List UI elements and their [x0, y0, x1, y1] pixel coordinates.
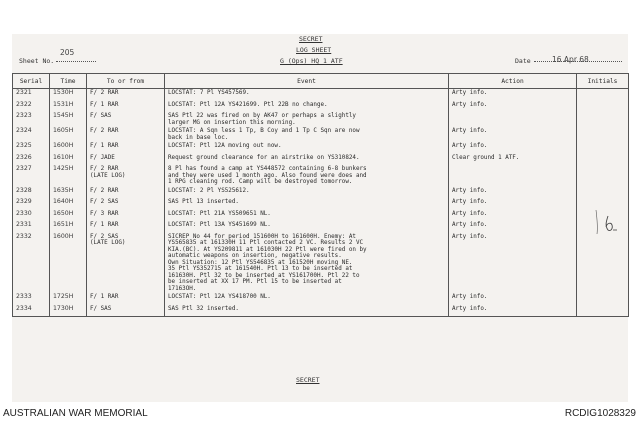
table-row	[13, 112, 629, 127]
event-cell: SAS Ptl 22 was fired on by AK47 or perhaps a slightly larger MG on insertion this morning.	[165, 112, 449, 127]
table-row	[13, 210, 629, 222]
action-cell: Arty info.	[449, 198, 577, 210]
date-value: 16 Apr 68	[552, 55, 589, 64]
initials-cell	[577, 142, 629, 154]
action-cell: Arty info.	[449, 127, 577, 142]
serial-cell: 2326	[13, 154, 50, 166]
from-cell: F/ JADE	[87, 154, 165, 166]
col-header-to-or-from: To or from	[87, 74, 165, 89]
time-cell: 1545H	[50, 112, 87, 127]
time-cell: 1610H	[50, 154, 87, 166]
action-cell: Arty info.	[449, 187, 577, 199]
event-cell: SAS Ptl 13 inserted.	[165, 198, 449, 210]
initials-cell	[577, 293, 629, 305]
time-cell: 1650H	[50, 210, 87, 222]
from-cell: F/ 2 SAS (LATE LOG)	[87, 233, 165, 294]
table-row	[13, 154, 629, 166]
serial-cell: 2323	[13, 112, 50, 127]
event-cell: LOCSTAT: Ptl 12A YS418700 NL.	[165, 293, 449, 305]
table-row	[13, 127, 629, 142]
sheet-number-line	[56, 61, 96, 62]
serial-cell: 2321	[13, 89, 50, 101]
initials-cell	[577, 305, 629, 317]
event-cell: LOCSTAT: Ptl 21A YS509651 NL.	[165, 210, 449, 222]
table-row	[13, 101, 629, 113]
serial-cell: 2328	[13, 187, 50, 199]
initials-cell	[577, 165, 629, 187]
from-cell: F/ 1 RAR	[87, 142, 165, 154]
action-cell: Arty info.	[449, 221, 577, 233]
serial-cell: 2325	[13, 142, 50, 154]
action-cell: Arty info.	[449, 142, 577, 154]
action-cell: Clear ground 1 ATF.	[449, 154, 577, 166]
serial-cell: 2322	[13, 101, 50, 113]
from-cell: F/ 2 RAR (LATE LOG)	[87, 165, 165, 187]
time-cell: 1600H	[50, 233, 87, 294]
col-header-initials: Initials	[577, 74, 629, 89]
time-cell: 1605H	[50, 127, 87, 142]
serial-cell: 2333	[13, 293, 50, 305]
sheet-number-value: 205	[60, 48, 75, 57]
initials-cell	[577, 112, 629, 127]
from-cell: F/ 2 RAR	[87, 187, 165, 199]
time-cell: 1640H	[50, 198, 87, 210]
col-header-serial: Serial	[13, 74, 50, 89]
time-cell: 1530H	[50, 89, 87, 101]
table-row	[13, 187, 629, 199]
security-classification-bottom: SECRET	[296, 376, 320, 384]
action-cell: Arty info.	[449, 89, 577, 101]
serial-cell: 2327	[13, 165, 50, 187]
security-classification-top: SECRET	[299, 35, 323, 43]
table-header-row	[13, 74, 629, 89]
action-cell: Arty info.	[449, 233, 577, 294]
log-sheet-heading: LOG SHEET	[296, 46, 332, 54]
event-cell: Request ground clearance for an airstrike on YS310824.	[165, 154, 449, 166]
log-table	[12, 73, 629, 317]
table-row	[13, 165, 629, 187]
table-row	[13, 305, 629, 317]
event-cell: LOCSTAT: Ptl 12A YS421699. Ptl 22B no change.	[165, 101, 449, 113]
log-entries	[13, 89, 629, 317]
serial-cell: 2330	[13, 210, 50, 222]
initials-cell	[577, 187, 629, 199]
from-cell: F/ SAS	[87, 112, 165, 127]
initials-cell	[577, 127, 629, 142]
initials-cell	[577, 89, 629, 101]
action-cell: Arty info.	[449, 293, 577, 305]
event-cell: LOCSTAT: Ptl 13A YS451699 NL.	[165, 221, 449, 233]
event-cell: 8 Pl has found a camp at YS448572 containing 6-8 bunkers and they were used 1 month ago. Also found were does and 1 RPG cleaning rod. Camp will be destroyed tomorrow.	[165, 165, 449, 187]
from-cell: F/ SAS	[87, 305, 165, 317]
from-cell: F/ 1 RAR	[87, 101, 165, 113]
from-cell: F/ 1 RAR	[87, 293, 165, 305]
table-row	[13, 198, 629, 210]
action-cell: Arty info.	[449, 210, 577, 222]
table-row	[13, 89, 629, 101]
event-cell: LOCSTAT: A Sqn less 1 Tp, B Coy and 1 Tp C Sqn are now back in base loc.	[165, 127, 449, 142]
table-row	[13, 293, 629, 305]
col-header-action: Action	[449, 74, 577, 89]
event-cell: LOCSTAT: 7 Pl YS457569.	[165, 89, 449, 101]
from-cell: F/ 3 RAR	[87, 210, 165, 222]
serial-cell: 2329	[13, 198, 50, 210]
initials-cell	[577, 233, 629, 294]
date-label: Date	[515, 57, 531, 65]
initials-cell	[577, 101, 629, 113]
action-cell	[449, 112, 577, 127]
serial-cell: 2334	[13, 305, 50, 317]
event-cell: SAS Ptl 32 inserted.	[165, 305, 449, 317]
table-row	[13, 233, 629, 294]
time-cell: 1531H	[50, 101, 87, 113]
action-cell: Arty info.	[449, 305, 577, 317]
time-cell: 1651H	[50, 221, 87, 233]
event-cell: LOCSTAT: 2 Pl YS525612.	[165, 187, 449, 199]
from-cell: F/ 2 SAS	[87, 198, 165, 210]
time-cell: 1635H	[50, 187, 87, 199]
time-cell: 1730H	[50, 305, 87, 317]
archive-credit: AUSTRALIAN WAR MEMORIAL	[3, 408, 148, 419]
event-cell: LOCSTAT: Ptl 12A moving out now.	[165, 142, 449, 154]
from-cell: F/ 2 RAR	[87, 127, 165, 142]
event-cell: SICREP No 44 for period 151600H to 161600H. Enemy: At YS565835 at 161330H 11 Ptl contacted 2 VC. Results 2 VC KIA.(BC). At YS209811 at 161030H 22 Ptl were fired on by automatic weapons on insertion, negative results. Own Situation: 12 Ptl YS546835 at 161520H moving NE. 35 Ptl YS352715 at 161540H. Ptl 13 to be inserted at 161630H. Ptl 32 to be inserted at YS161700H. Ptl 22 to be inserted at XX 17 PM. Ptl 15 to be inserted at 17163OH.	[165, 233, 449, 294]
serial-cell: 2331	[13, 221, 50, 233]
handwritten-initials-icon	[592, 206, 622, 238]
initials-cell	[577, 154, 629, 166]
serial-cell: 2324	[13, 127, 50, 142]
archive-reference: RCDIG1028329	[564, 408, 636, 419]
sheet-number-label: Sheet No.	[19, 57, 55, 65]
col-header-time: Time	[50, 74, 87, 89]
from-cell: F/ 1 RAR	[87, 221, 165, 233]
from-cell: F/ 2 RAR	[87, 89, 165, 101]
time-cell: 1725H	[50, 293, 87, 305]
unit-heading: G (Ops) HQ 1 ATF	[280, 57, 343, 65]
serial-cell: 2332	[13, 233, 50, 294]
table-row	[13, 221, 629, 233]
col-header-event: Event	[165, 74, 449, 89]
table-row	[13, 142, 629, 154]
time-cell: 1600H	[50, 142, 87, 154]
action-cell	[449, 165, 577, 187]
action-cell: Arty info.	[449, 101, 577, 113]
time-cell: 1425H	[50, 165, 87, 187]
